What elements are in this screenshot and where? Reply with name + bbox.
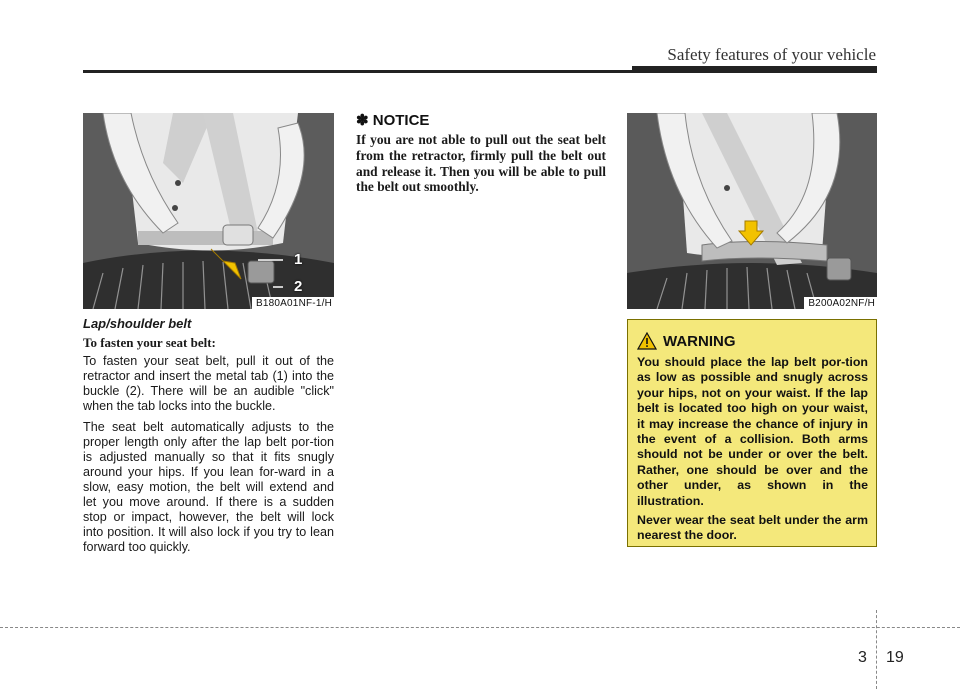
paragraph: To fasten your seat belt, pull it out of the retractor and insert the metal tab (1) into the buckle (2). There will be an audible "click" when the tab locks into the buckle. <box>83 354 334 413</box>
chapter-number: 3 <box>858 649 867 666</box>
warning-triangle-icon <box>637 332 657 350</box>
lap-belt-position-photo <box>627 113 877 309</box>
warning-header <box>637 332 868 350</box>
seat-belt-fastening-photo <box>83 113 334 309</box>
page-number-divider <box>876 610 877 689</box>
header-rule-accent <box>632 66 877 71</box>
paragraph: The seat belt automatically adjusts to the proper length only after the lap belt por-tion is adjusted manually so that it fits snugly around your hips. If you lean for-ward in a slow, easy motion, the belt will extend and let you move around. If there is a sudden stop or impact, however, the belt will lock into position. It will also lock if you try to lean forward too quickly. <box>83 420 334 554</box>
fasten-instruction-heading: To fasten your seat belt: <box>83 335 216 350</box>
callout-metal-tab: 1 <box>294 251 303 268</box>
figure-code: B180A01NF-1/H <box>252 297 334 309</box>
notice-box <box>356 111 606 195</box>
warning-paragraph: You should place the lap belt por-tion as low as possible and snugly across your hips, not on your waist. If the lap belt is located too high on your waist, it may increase the chance of injury in the event of a collision. Both arms should not be under or over the belt. Rather, one should be over and the other under, as shown in the illustration. <box>637 355 868 508</box>
callout-buckle: 2 <box>294 278 303 295</box>
page-number: 19 <box>886 649 904 666</box>
figure-code: B200A02NF/H <box>804 297 877 309</box>
notice-body: If you are not able to pull out the seat belt from the retractor, firmly pull the belt out and release it. Then you will be able to pull the belt out smoothly. <box>356 132 606 195</box>
footer-dashed-rule <box>0 627 960 628</box>
notice-title: ✽ NOTICE <box>356 112 430 129</box>
left-column-text <box>83 316 334 561</box>
lap-shoulder-belt-heading: Lap/shoulder belt <box>83 316 192 331</box>
warning-title: WARNING <box>663 332 736 350</box>
warning-box <box>627 319 877 547</box>
warning-paragraph: Never wear the seat belt under the arm nearest the door. <box>637 513 868 543</box>
header-title: Safety features of your vehicle <box>667 45 876 64</box>
